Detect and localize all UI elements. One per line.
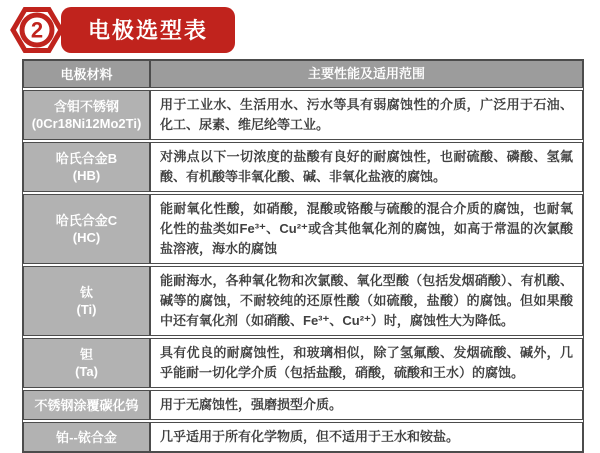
description-cell: 用于工业水、生活用水、污水等具有弱腐蚀性的介质，广泛用于石油、化工、尿素、维尼纶等工业。 <box>150 90 583 140</box>
material-cell <box>23 390 150 420</box>
description-cell: 几乎适用于所有化学物质，但不适用于王水和铵盐。 <box>150 422 583 452</box>
description-cell: 能耐氧化性酸，如硝酸，混酸或铬酸与硫酸的混合介质的腐蚀，也耐氧化性的盐类如Fe³⁺、Cu²⁺或含其他氧化剂的腐蚀，如高于常温的次氯酸盐溶液，海水的腐蚀 <box>150 194 583 264</box>
page-title: 电极选型表 <box>61 7 235 53</box>
number-badge-hexagon-icon <box>10 6 64 54</box>
table-row <box>23 90 583 140</box>
material-name: 哈氏合金C <box>55 213 118 228</box>
table-row <box>23 194 583 264</box>
table-row <box>23 422 583 452</box>
material-formula: (HC) <box>72 230 101 245</box>
material-name: 不锈钢涂覆碳化钨 <box>34 397 139 413</box>
material-cell <box>23 90 150 140</box>
material-name: 钛 <box>79 285 93 300</box>
material-name: 钽 <box>79 347 93 362</box>
table-row <box>23 390 583 420</box>
material-formula: (0Cr18Ni12Mo2Ti) <box>31 116 142 131</box>
material-cell <box>23 338 150 388</box>
description-cell: 用于无腐蚀性，强磨损型介质。 <box>150 390 583 420</box>
page-header <box>10 5 600 55</box>
material-formula: (HB) <box>72 168 101 183</box>
table-header-row <box>23 60 583 88</box>
material-formula: (Ti) <box>76 302 97 317</box>
description-cell: 具有优良的耐腐蚀性，和玻璃相似，除了氢氟酸、发烟硫酸、碱外，几乎能耐一切化学介质（包括盐酸，硝酸，硫酸和王水）的腐蚀。 <box>150 338 583 388</box>
table-row <box>23 338 583 388</box>
electrode-selection-table <box>22 59 584 453</box>
material-name: 哈氏合金B <box>55 151 118 166</box>
description-cell: 对沸点以下一切浓度的盐酸有良好的耐腐蚀性，也耐硫酸、磷酸、氢氟酸、有机酸等非氧化酸、碱、非氧化盐液的腐蚀。 <box>150 142 583 192</box>
material-cell <box>23 266 150 336</box>
column-header-performance: 主要性能及适用范围 <box>150 60 583 88</box>
material-formula: (Ta) <box>75 364 98 379</box>
badge-number: 2 <box>30 17 44 43</box>
description-cell: 能耐海水，各种氧化物和次氯酸、氧化型酸（包括发烟硝酸）、有机酸、碱等的腐蚀，不耐较纯的还原性酸（如硫酸，盐酸）的腐蚀。但如果酸中还有氧化剂（如硝酸、Fe³⁺、Cu²⁺）时，腐蚀性大为降低。 <box>150 266 583 336</box>
material-cell <box>23 194 150 264</box>
table-row <box>23 142 583 192</box>
material-cell <box>23 422 150 452</box>
material-name: 含钼不锈钢 <box>53 99 119 114</box>
table-row <box>23 266 583 336</box>
material-name: 铂--铱合金 <box>56 429 117 445</box>
column-header-material: 电极材料 <box>23 60 150 88</box>
material-cell <box>23 142 150 192</box>
